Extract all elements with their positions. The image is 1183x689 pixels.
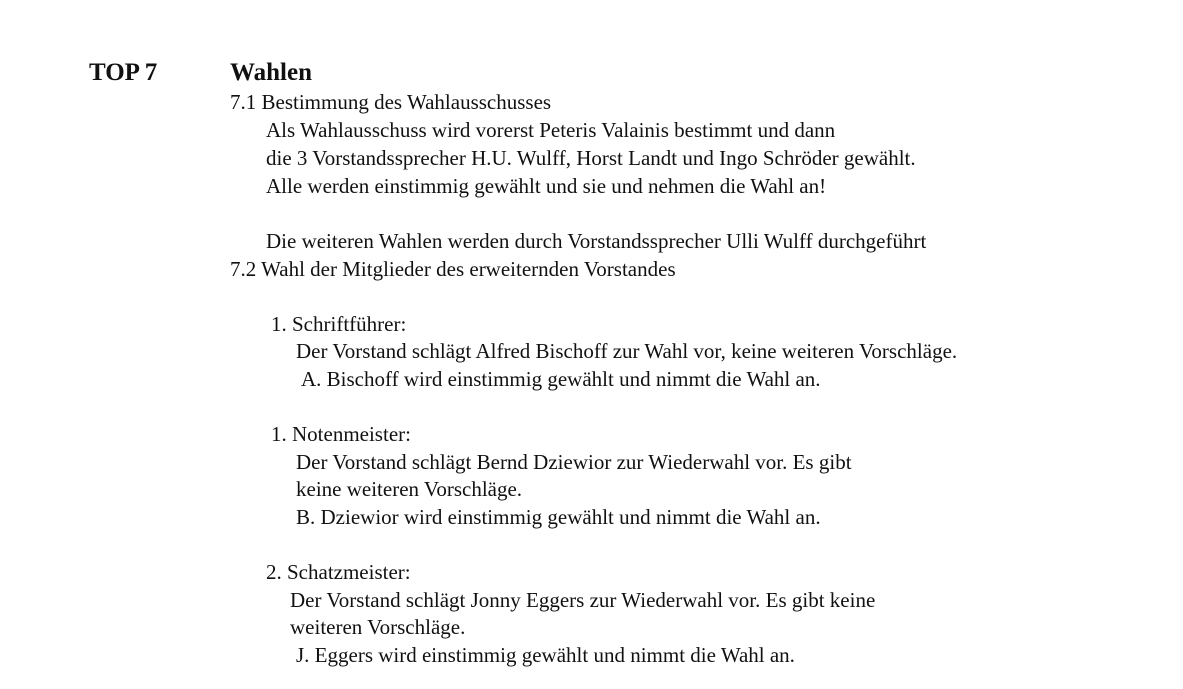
election-item-text-line: keine weiteren Vorschläge. [296,477,523,501]
election-item-text-line: Der Vorstand schlägt Jonny Eggers zur Wiederwahl vor. Es gibt keine [290,588,876,612]
top-number-label: TOP 7 [89,59,158,86]
election-item-heading: 1. Schriftführer: [271,312,407,336]
election-item-heading: 1. Notenmeister: [271,422,411,446]
subsection-7-1-note: Die weiteren Wahlen werden durch Vorstandssprecher Ulli Wulff durchgeführt [266,229,927,253]
subsection-7-1-title: 7.1 Bestimmung des Wahlausschusses [230,90,552,114]
subsection-7-1-text-line: Alle werden einstimmig gewählt und sie und nehmen die Wahl an! [266,174,827,198]
election-item-text-line: B. Dziewior wird einstimmig gewählt und nimmt die Wahl an. [296,505,821,529]
election-item-heading: 2. Schatzmeister: [266,560,411,584]
election-item-text-line: J. Eggers wird einstimmig gewählt und nimmt die Wahl an. [296,643,795,667]
election-item-text-line: A. Bischoff wird einstimmig gewählt und nimmt die Wahl an. [301,367,821,391]
election-item-text-line: Der Vorstand schlägt Bernd Dziewior zur Wiederwahl vor. Es gibt [296,450,852,474]
section-title: Wahlen [230,59,312,86]
subsection-7-2-title: 7.2 Wahl der Mitglieder des erweiternden Vorstandes [230,257,676,281]
election-item-text-line: Der Vorstand schlägt Alfred Bischoff zur Wahl vor, keine weiteren Vorschläge. [296,339,958,363]
subsection-7-1-text-line: Als Wahlausschuss wird vorerst Peteris Valainis bestimmt und dann [266,118,836,142]
election-item-text-line: weiteren Vorschläge. [290,615,466,639]
subsection-7-1-text-line: die 3 Vorstandssprecher H.U. Wulff, Horst Landt und Ingo Schröder gewählt. [266,146,916,170]
